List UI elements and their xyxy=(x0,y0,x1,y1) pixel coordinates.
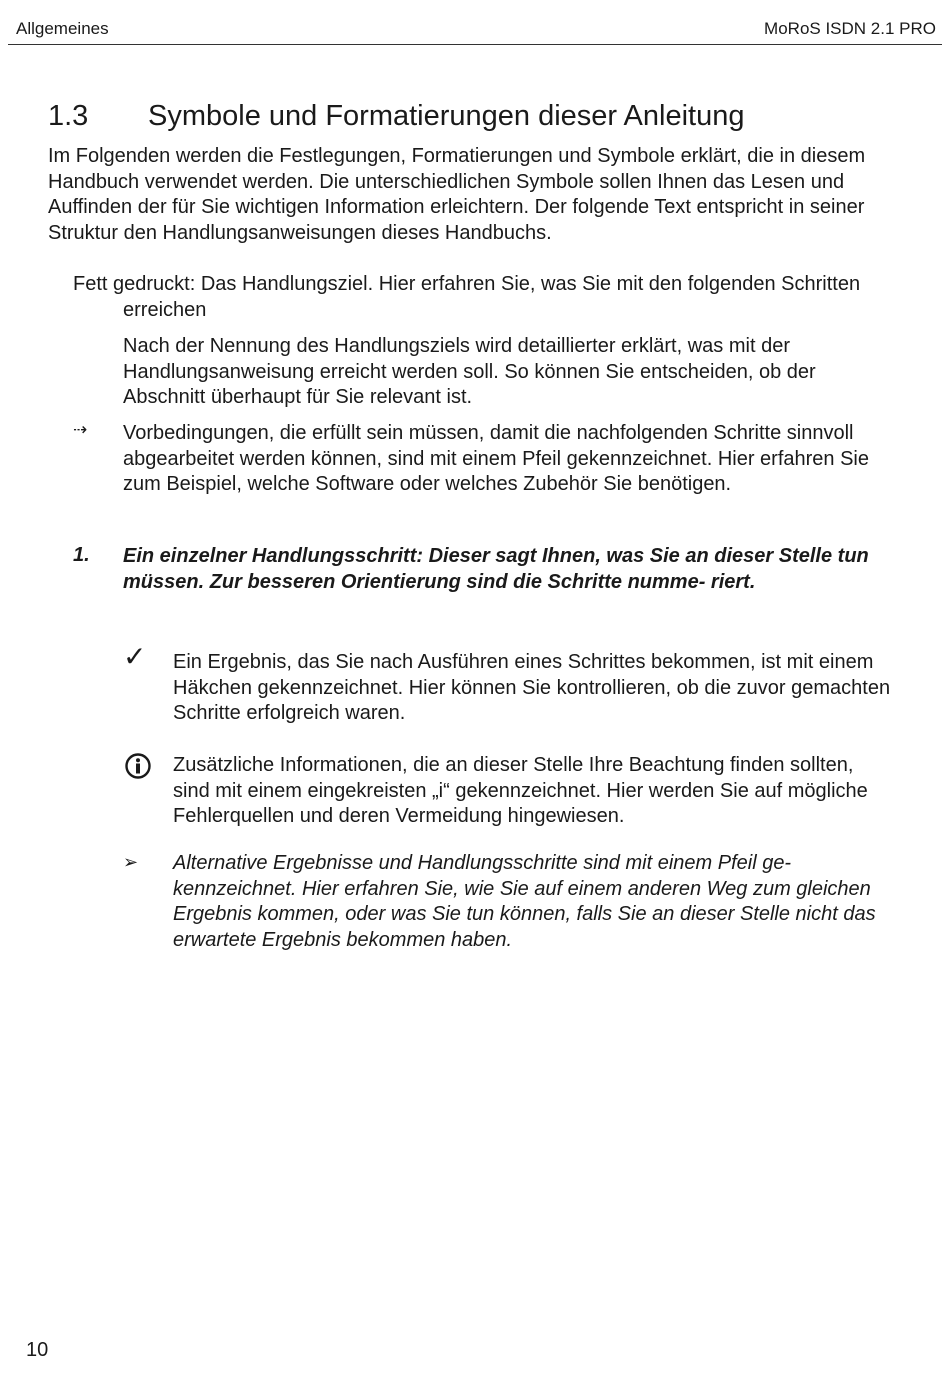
step-number: 1. xyxy=(73,544,90,566)
page-number: 10 xyxy=(26,1339,49,1361)
section-heading xyxy=(48,100,744,133)
section-title: Symbole und Formatierungen dieser Anleitung xyxy=(148,100,745,132)
header-chapter: Allgemeines xyxy=(16,19,109,38)
precondition-text: Vorbedingungen, die erfüllt sein müssen, damit die nachfolgenden Schritte sinnvoll abgearbeitet werden können, sind mit einem Pfeil gekennzeichnet. Hier erfahren Sie zum Beispiel, welche Software oder welches Zubehör Sie benötigen. xyxy=(123,422,869,496)
checkmark-icon: ✓ xyxy=(123,641,147,672)
header-product: MoRoS ISDN 2.1 PRO xyxy=(764,19,936,38)
arrowhead-icon: ➢ xyxy=(123,852,139,872)
info-icon xyxy=(124,752,152,786)
result-text: Ein Ergebnis, das Sie nach Ausführen eines Schrittes bekommen, ist mit einem Häkchen gekennzeichnet. Hier können Sie kontrollieren, ob die zuvor gemachten Schritte erfolgreich waren. xyxy=(173,651,891,725)
intro-paragraph: Im Folgenden werden die Festlegungen, Formatierungen und Symbole erklärt, die in diesem Handbuch verwendet werden. Die unterschiedlichen Symbole sollen Ihnen das Lesen und Auffinden der für Sie wichtigen Information erleichtern. Der folgende Text entspricht in seiner Struktur den Handlungsanweisungen dieses Handbuchs. xyxy=(48,145,866,245)
info-text: Zusätzliche Informationen, die an dieser Stelle Ihre Beachtung finden sollten, sind mit einem eingekreisten „i“ gekennzeichnet. Hier werden Sie auf mögliche Fehlerquellen und deren Vermeidung hingewiesen. xyxy=(173,754,868,828)
section-number: 1.3 xyxy=(48,100,89,132)
step-text: Ein einzelner Handlungsschritt: Dieser sagt Ihnen, was Sie an dieser Stelle tun müssen. Zur besseren Orientierung sind die Schritte numme- riert. xyxy=(123,545,869,593)
page-header xyxy=(8,16,942,45)
alternative-text: Alternative Ergebnisse und Handlungsschritte sind mit einem Pfeil ge- kennzeichnet. Hier erfahren Sie, wie Sie auf einem anderen Weg zum gleichen Ergebnis kommen, oder was Sie tun können, falls Sie an dieser Stelle nicht das erwartete Ergebnis bekommen haben. xyxy=(173,852,876,952)
dotted-arrow-icon: ⇢ xyxy=(73,420,88,439)
goal-description: Nach der Nennung des Handlungsziels wird detaillierter erklärt, was mit der Handlungsanweisung erreicht werden soll. So können Sie entscheiden, ob der Abschnitt überhaupt für Sie relevant ist. xyxy=(123,335,816,409)
goal-heading xyxy=(73,272,873,323)
goal-text: Fett gedruckt: Das Handlungsziel. Hier erfahren Sie, was Sie mit den folgenden Schritten erreichen xyxy=(73,273,861,321)
